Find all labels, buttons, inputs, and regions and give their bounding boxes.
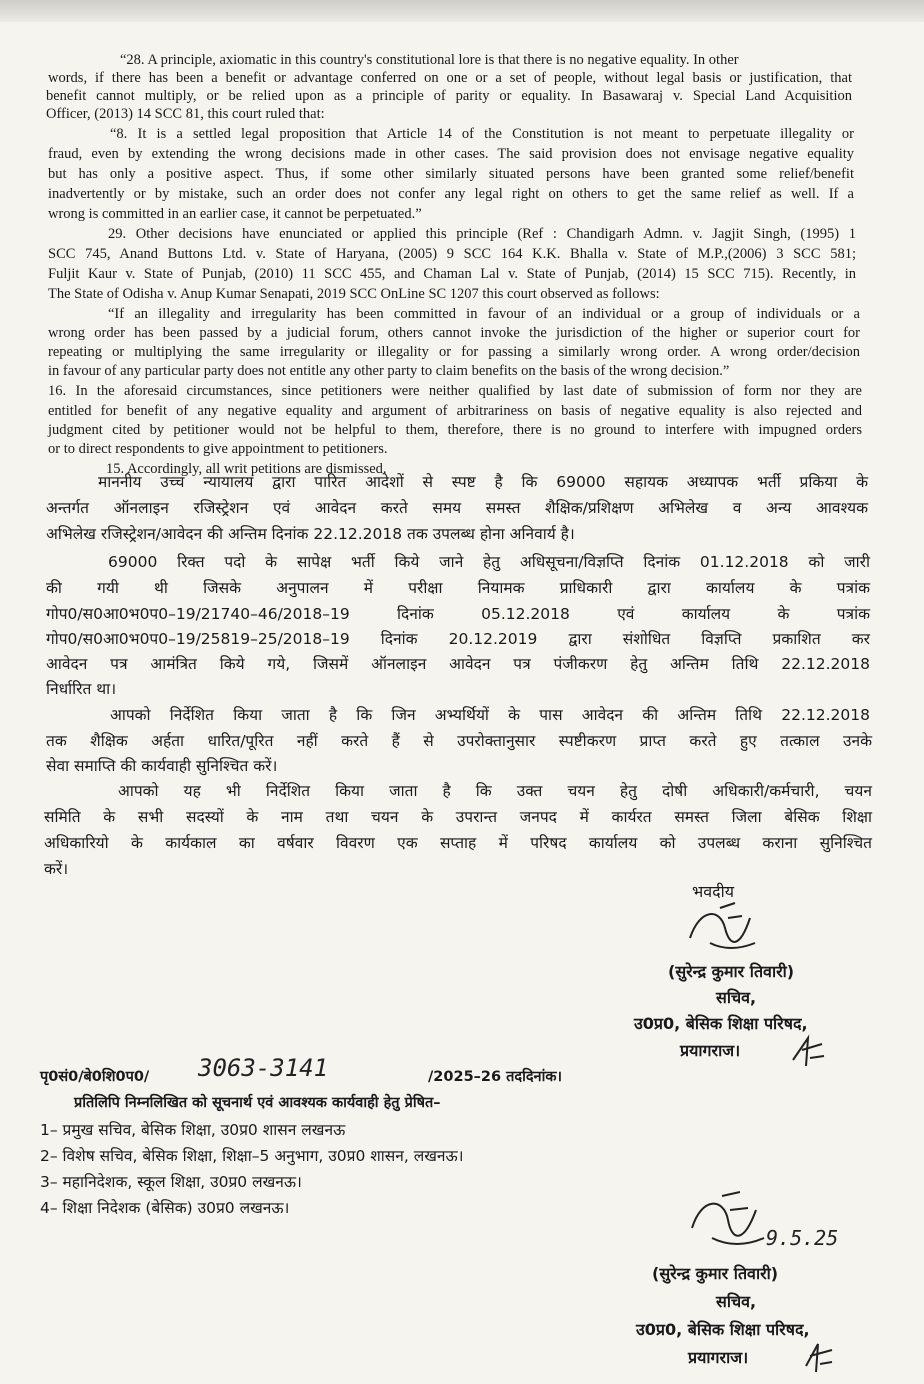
body-line: करें। [44, 860, 69, 878]
body-line: की गयी थी जिसके अनुपालन में परीक्षा नियामक प्राधिकारी द्वारा कार्यालय के पत्रांक [46, 579, 870, 597]
judgment-line: repeating or multiplying the same irregularity or illegality or for passing a similarly wrong order. A wrong order/decision [48, 344, 860, 360]
initials-icon [788, 1030, 828, 1072]
body-line: गोप0/स0आ0भ0प0–19/25819–25/2018–19 दिनांक 20.12.2019 द्वारा संशोधित विज्ञप्ति प्रकाशित कर [46, 630, 870, 648]
copy-to-heading: प्रतिलिपि निम्नलिखित को सूचनार्थ एवं आवश्यक कार्यवाही हेतु प्रेषित– [74, 1095, 441, 1111]
signatory-name: (सुरेन्द्र कुमार तिवारी) [668, 962, 795, 981]
signatory-designation: सचिव, [716, 988, 757, 1007]
judgment-line: fraud, even by extending the wrong decisions made in other cases. The said provision does not envisage negative equality [48, 146, 854, 162]
signatory-office: उ0प्र0, बेसिक शिक्षा परिषद, [634, 1014, 808, 1033]
body-line: अधिकारियो के कार्यकाल का वर्षवार विवरण एक सप्ताह में परिषद कार्यालय को उपलब्ध कराना सुनिश्चित [44, 834, 872, 852]
reference-number: 3063-3141 [198, 1054, 329, 1082]
body-line: गोप0/स0आ0भ0प0–19/21740–46/2018–19 दिनांक 05.12.2018 एवं कार्यालय के पत्रांक [46, 605, 870, 623]
body-line: आपको निर्देशित किया जाता है कि जिन अभ्यर्थियों के पास आवेदन की अन्तिम तिथि 22.12.2018 [110, 706, 870, 724]
judgment-line: Officer, (2013) 14 SCC 81, this court ruled that: [46, 106, 325, 122]
judgment-line: judgment cited by petitioner would not be helpful to them, therefore, there is no ground to interfere with impugned orders [48, 422, 862, 438]
reference-prefix: पृ0सं0/बे0शि0प0/ [40, 1069, 150, 1085]
judgment-line: wrong order has been passed by a judicial forum, others cannot invoke the jurisdiction of the higher or superior court for [48, 325, 860, 341]
judgment-line: entitled for benefit of any negative equality and argument of arbitrariness on basis of negative equality is also rejected and [48, 403, 862, 419]
copy-to-item: 4– शिक्षा निदेशक (बेसिक) उ0प्र0 लखनऊ। [40, 1199, 290, 1217]
judgment-line: 16. In the aforesaid circumstances, since petitioners were neither qualified by last date of submission of form nor they are [48, 383, 862, 399]
initials-icon [800, 1338, 836, 1378]
body-line: तक शैक्षिक अर्हता धारित/पूरित नहीं करते हैं से उपरोक्तानुसार स्पष्टीकरण प्राप्त करते हुए तत्काल उनके [46, 732, 872, 750]
body-line: अभिलेख रजिस्ट्रेशन/आवेदन की अन्तिम दिनांक 22.12.2018 तक उपलब्ध होना अनिवार्य है। [46, 525, 575, 543]
scan-top-edge [0, 0, 924, 22]
judgment-line: 15. Accordingly, all writ petitions are dismissed. [106, 461, 387, 477]
judgment-line: “28. A principle, axiomatic in this country's constitutional lore is that there is no negative equality. In other [120, 52, 739, 68]
judgment-line: “If an illegality and irregularity has been committed in favour of an individual or a group of individuals or a [108, 306, 860, 322]
judgment-line: “8. It is a settled legal proposition that Article 14 of the Constitution is not meant to perpetuate illegality or [110, 126, 854, 142]
signatory-city: प्रयागराज। [680, 1041, 741, 1060]
body-line: सेवा समाप्ति की कार्यवाही सुनिश्चित करें। [46, 757, 278, 775]
body-line: समिति के सभी सदस्यों के नाम तथा चयन के उपरान्त जनपद में कार्यरत समस्त जिला बेसिक शिक्षा [44, 808, 872, 826]
judgment-line: but has only a positive aspect. Thus, if some other similarly situated persons have been granted some relief/benefit [48, 166, 854, 182]
body-line: आवेदन पत्र आमंत्रित किये गये, जिसमें ऑनलाइन आवेदन पत्र पंजीकरण हेतु अन्तिम तिथि 22.12.2018 [46, 655, 870, 673]
judgment-line: benefit cannot multiply, or be relied upon as a principle of parity or equality. In Basawaraj v. Special Land Acquisition [46, 88, 852, 104]
judgment-line: wrong is committed in an earlier case, it cannot be perpetuated.” [48, 206, 422, 222]
body-line: आपको यह भी निर्देशित किया जाता है कि उक्त चयन हेतु दोषी अधिकारी/कर्मचारी, चयन [118, 782, 872, 800]
body-line: अन्तर्गत ऑनलाइन रजिस्ट्रेशन एवं आवेदन करते समय समस्त शैक्षिक/प्रशिक्षण अभिलेख व अन्य आवश्यक [46, 499, 868, 517]
body-line: माननीय उच्च न्यायालय द्वारा पारित आदेशों से स्पष्ट है कि 69000 सहायक अध्यापक भर्ती प्रकिया के [98, 473, 868, 491]
copy-to-item: 1– प्रमुख सचिव, बेसिक शिक्षा, उ0प्र0 शासन लखनऊ [40, 1121, 346, 1139]
signatory-city: प्रयागराज। [688, 1348, 749, 1367]
closing-salutation: भवदीय [692, 882, 735, 901]
reference-suffix: /2025–26 तददिनांक। [428, 1069, 562, 1085]
judgment-line: The State of Odisha v. Anup Kumar Senapati, 2019 SCC OnLine SC 1207 this court observed as follows: [48, 286, 660, 302]
signature-date: 9.5.25 [766, 1226, 839, 1250]
judgment-line: or to direct respondents to give appointment to petitioners. [48, 441, 388, 457]
body-line: निर्धारित था। [46, 680, 117, 698]
judgment-line: 29. Other decisions have enunciated or applied this principle (Ref : Chandigarh Admn. v. Jagjit Singh, (1995) 1 [108, 226, 856, 242]
copy-to-item: 3– महानिदेशक, स्कूल शिक्षा, उ0प्र0 लखनऊ। [40, 1173, 302, 1191]
judgment-line: in favour of any particular party does not entitle any other party to claim benefits on the basis of the wrong decision.” [48, 363, 730, 379]
judgment-line: words, if there has been a benefit or advantage conferred on one or a set of people, without legal basis or justification, that [48, 70, 852, 86]
body-line: 69000 रिक्त पदो के सापेक्ष भर्ती किये जाने हेतु अधिसूचना/विज्ञप्ति दिनांक 01.12.2018 को जारी [108, 553, 870, 571]
signatory-office: उ0प्र0, बेसिक शिक्षा परिषद, [636, 1320, 810, 1339]
signature-icon [684, 1188, 774, 1258]
copy-to-item: 2– विशेष सचिव, बेसिक शिक्षा, शिक्षा–5 अनुभाग, उ0प्र0 शासन, लखनऊ। [40, 1147, 464, 1165]
judgment-line: inadvertently or by mistake, such an order does not confer any legal right on others to get the same relief as well. If a [48, 186, 854, 202]
signatory-designation: सचिव, [716, 1292, 757, 1311]
judgment-line: Fuljit Kaur v. State of Punjab, (2010) 11 SCC 455, and Chaman Lal v. State of Punjab, (2014) 15 SCC 715). Recently, in [48, 266, 856, 282]
judgment-line: SCC 745, Anand Buttons Ltd. v. State of Haryana, (2005) 9 SCC 164 K.K. Bhalla v. State of M.P.,(2006) 3 SCC 581; [48, 246, 856, 262]
signature-icon [680, 898, 770, 958]
signatory-name: (सुरेन्द्र कुमार तिवारी) [652, 1264, 779, 1283]
